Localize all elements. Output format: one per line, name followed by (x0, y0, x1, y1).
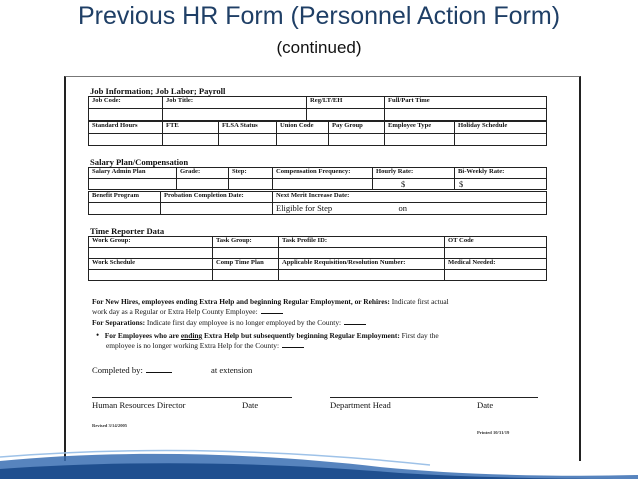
merit-eligible-text: Eligible for Step (276, 203, 333, 213)
extra-help-line2: employee is no longer working Extra Help for the County: (106, 341, 304, 352)
new-hires-instruction (92, 297, 449, 308)
probation-completion-cell: Probation Completion Date: (161, 192, 273, 203)
next-merit-increase-cell: Next Merit Increase Date: (273, 192, 547, 203)
decorative-wave (0, 419, 638, 479)
work-schedule-cell: Work Schedule (89, 259, 213, 270)
salary-section-title: Salary Plan/Compensation (90, 157, 189, 167)
job-section-title: Job Information; Job Labor; Payroll (90, 86, 226, 96)
job-info-table-2 (88, 121, 547, 146)
holiday-schedule-cell: Holiday Schedule (455, 122, 547, 134)
job-info-table (88, 96, 547, 121)
completed-by: Completed by: (92, 365, 172, 375)
separations-instruction (92, 318, 366, 329)
standard-hours-cell: Standard Hours (89, 122, 163, 134)
scanned-form (64, 76, 581, 461)
new-hires-bold: For New Hires, employees ending Extra Help and beginning Regular Employment, or Rehires: (92, 297, 390, 306)
task-profile-id-cell: Task Profile ID: (279, 237, 445, 248)
comp-time-plan-cell: Comp Time Plan (213, 259, 279, 270)
printed-date: Printed 10/31/19 (477, 430, 510, 435)
biweekly-rate-cell: Bi-Weekly Rate: (455, 168, 547, 179)
hr-signature-line (92, 397, 292, 398)
employee-type-cell: Employee Type (385, 122, 455, 134)
biweekly-rate-value: $ (455, 179, 547, 190)
separations-bold: For Separations: (92, 318, 146, 327)
hourly-rate-value: $ (373, 179, 455, 190)
benefit-program-cell: Benefit Program (89, 192, 161, 203)
task-group-cell: Task Group: (213, 237, 279, 248)
new-hires-line2: work day as a Regular or Extra Help County Employee: (92, 307, 283, 318)
hr-date-label: Date (242, 400, 259, 410)
ot-code-cell: OT Code (445, 237, 547, 248)
grade-cell: Grade: (177, 168, 229, 179)
work-group-cell: Work Group: (89, 237, 213, 248)
merit-value-cell (273, 203, 547, 215)
dept-date-label: Date (477, 400, 494, 410)
full-part-time-cell: Full/Part Time (385, 97, 547, 109)
flsa-status-cell: FLSA Status (219, 122, 277, 134)
dept-head-label: Department Head (330, 400, 391, 410)
requisition-number-cell: Applicable Requisition/Resolution Number: (279, 259, 445, 270)
step-cell: Step: (229, 168, 273, 179)
time-table (88, 236, 547, 281)
pay-group-cell: Pay Group (329, 122, 385, 134)
salary-admin-plan-cell: Salary Admin Plan (89, 168, 177, 179)
hourly-rate-cell: Hourly Rate: (373, 168, 455, 179)
new-hires-rest: Indicate first actual (391, 297, 449, 306)
ending-underlined: ending (180, 331, 203, 340)
union-code-cell: Union Code (277, 122, 329, 134)
separations-rest: Indicate first day employee is no longer employed by the County: (146, 318, 342, 327)
merit-on-text: on (398, 203, 407, 213)
dept-signature-line (330, 397, 538, 398)
reg-lt-eh-cell: Reg/LT/EH (307, 97, 385, 109)
time-section-title: Time Reporter Data (90, 226, 165, 236)
salary-table (88, 167, 547, 190)
slide-title: Previous HR Form (Personnel Action Form) (77, 2, 561, 30)
compensation-frequency-cell: Compensation Frequency: (273, 168, 373, 179)
hr-director-label: Human Resources Director (92, 400, 186, 410)
revised-date: Revised 3/14/2005 (92, 423, 128, 428)
medical-needed-cell: Medical Needed: (445, 259, 547, 270)
bullet-icon: • (96, 330, 100, 340)
extra-help-instruction: • For Employees who are ending Extra Help but subsequently beginning Regular Employment: First day the (96, 330, 439, 340)
benefit-table (88, 191, 547, 215)
fte-cell: FTE (163, 122, 219, 134)
slide-subtitle: (continued) (276, 38, 362, 57)
at-extension: at extension (211, 365, 253, 375)
job-code-cell: Job Code: (89, 97, 163, 109)
job-title-cell: Job Title: (163, 97, 307, 109)
